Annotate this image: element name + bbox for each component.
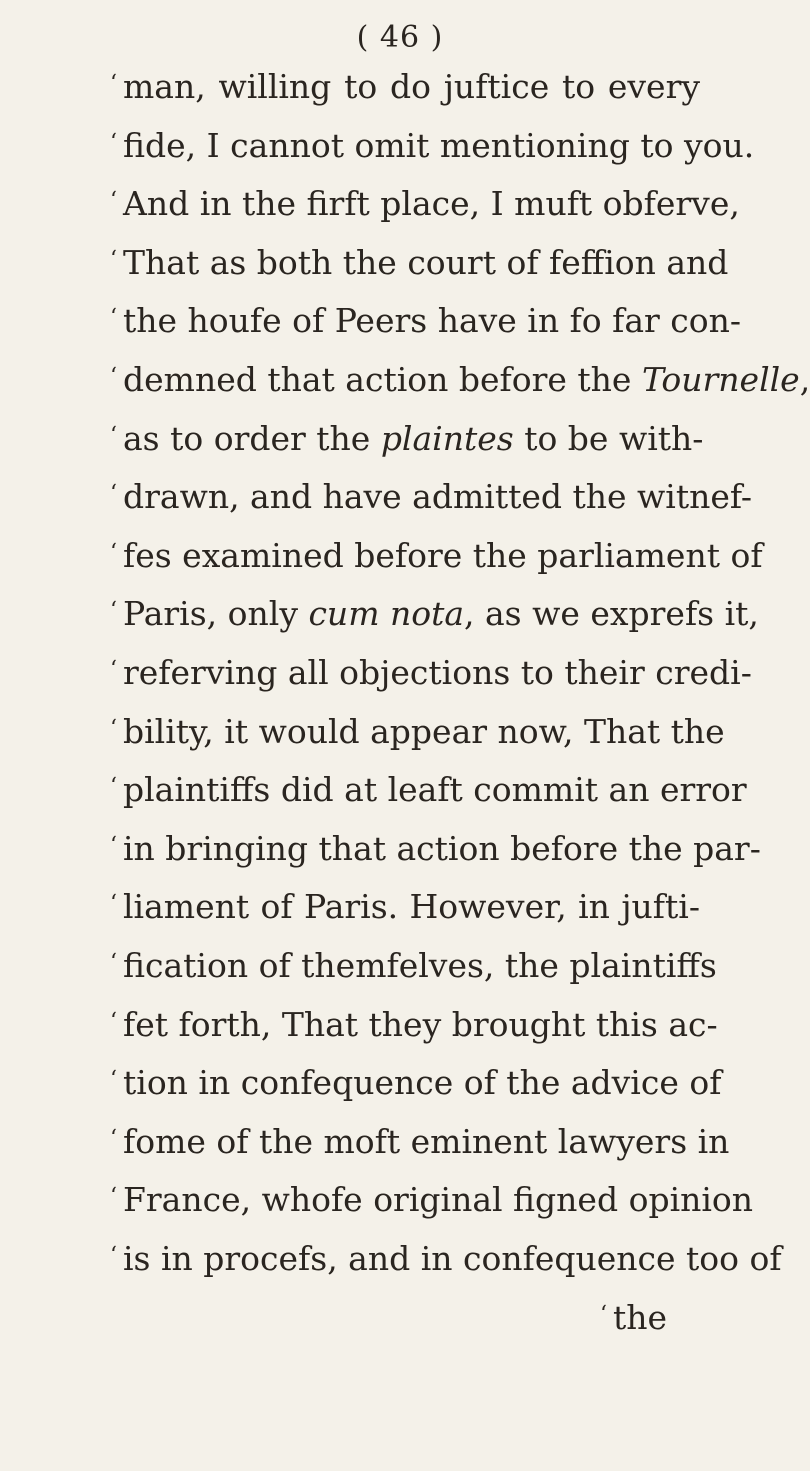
quote-mark: ʻ — [110, 1184, 117, 1210]
quote-mark: ʻ — [110, 715, 117, 741]
line-text: fide, I cannot omit mentioning to you. — [123, 125, 755, 165]
quote-mark: ʻ — [110, 364, 117, 389]
quote-mark: ʻ — [110, 832, 117, 858]
line-text: drawn, and have admitted the witnef- — [123, 477, 753, 517]
line-text: fes examined before the parliament of — [123, 535, 763, 575]
text-line — [110, 179, 740, 224]
quote-mark: ʻ — [110, 246, 117, 272]
line-text: liament of Paris. However, in jufti- — [123, 887, 700, 927]
line-text-after: , as we exprefs it, — [464, 594, 759, 634]
text-line — [110, 589, 759, 634]
text-line — [110, 1234, 782, 1278]
text-line — [110, 1117, 730, 1161]
line-text-after: to be with- — [513, 418, 704, 458]
text-line — [110, 648, 752, 692]
quote-mark: ʻ — [110, 1008, 117, 1034]
text-line — [110, 531, 763, 575]
text-line — [110, 1000, 718, 1044]
italic-text: cum nota — [308, 594, 465, 634]
line-text: in bringing that action before the par- — [123, 828, 761, 868]
quote-mark: ʻ — [110, 1243, 117, 1268]
quote-mark: ʻ — [600, 1301, 607, 1327]
line-text: the houfe of Peers have in fo far con- — [123, 301, 742, 341]
quote-mark: ʻ — [110, 598, 117, 624]
text-line — [110, 1293, 700, 1337]
line-text-after: , — [799, 360, 810, 399]
line-text: fication of themfelves, the plaintiffs — [123, 946, 717, 985]
text-line — [110, 238, 729, 282]
line-text: demned that action before the — [123, 360, 642, 399]
quote-mark: ʻ — [110, 188, 117, 214]
quote-mark: ʻ — [110, 129, 117, 155]
text-line — [110, 765, 747, 810]
text-line — [110, 1175, 754, 1220]
line-text: bility, it would appear now, That the — [123, 711, 725, 751]
text-line — [110, 472, 753, 517]
text-line — [110, 296, 742, 341]
quote-mark: ʻ — [110, 481, 117, 507]
text-line — [110, 824, 761, 868]
quote-mark: ʻ — [110, 305, 117, 331]
quote-mark: ʻ — [110, 950, 117, 975]
text-line — [110, 355, 810, 399]
line-text: referving all objections to their credi- — [123, 653, 752, 692]
italic-text: plaintes — [380, 418, 514, 458]
line-text: That as both the court of feffion and — [123, 242, 729, 282]
line-text: Paris, only — [123, 594, 309, 634]
line-text: France, whofe original figned opinion — [123, 1180, 754, 1220]
text-line — [110, 1058, 722, 1103]
quote-mark: ʻ — [110, 422, 117, 448]
text-line — [110, 121, 755, 165]
line-text: is in procefs, and in confequence too of — [123, 1239, 782, 1278]
page-number: ( 46 ) — [356, 20, 444, 55]
line-text: as to order the — [123, 418, 381, 458]
text-line — [110, 882, 700, 926]
line-text: And in the firft place, I muft obferve, — [123, 184, 740, 224]
text-line — [110, 941, 717, 985]
line-text: fome of the moft eminent lawyers in — [123, 1121, 730, 1161]
quote-mark: ʻ — [110, 657, 117, 682]
line-text: fet forth, That they brought this ac- — [123, 1004, 718, 1044]
line-text: the — [613, 1297, 668, 1337]
quote-mark: ʻ — [110, 1067, 117, 1093]
line-text: tion in confequence of the advice of — [123, 1063, 722, 1103]
text-line — [110, 707, 725, 751]
quote-mark: ʻ — [110, 891, 117, 917]
quote-mark: ʻ — [110, 71, 117, 96]
text-line — [110, 414, 704, 458]
quote-mark: ʻ — [110, 539, 117, 565]
line-text: man, willing to do juftice to every — [123, 67, 700, 106]
text-line — [110, 62, 700, 106]
line-text: plaintiffs did at leaft commit an error — [123, 770, 747, 810]
italic-text: Tournelle — [641, 360, 800, 399]
quote-mark: ʻ — [110, 774, 117, 800]
quote-mark: ʻ — [110, 1125, 117, 1151]
